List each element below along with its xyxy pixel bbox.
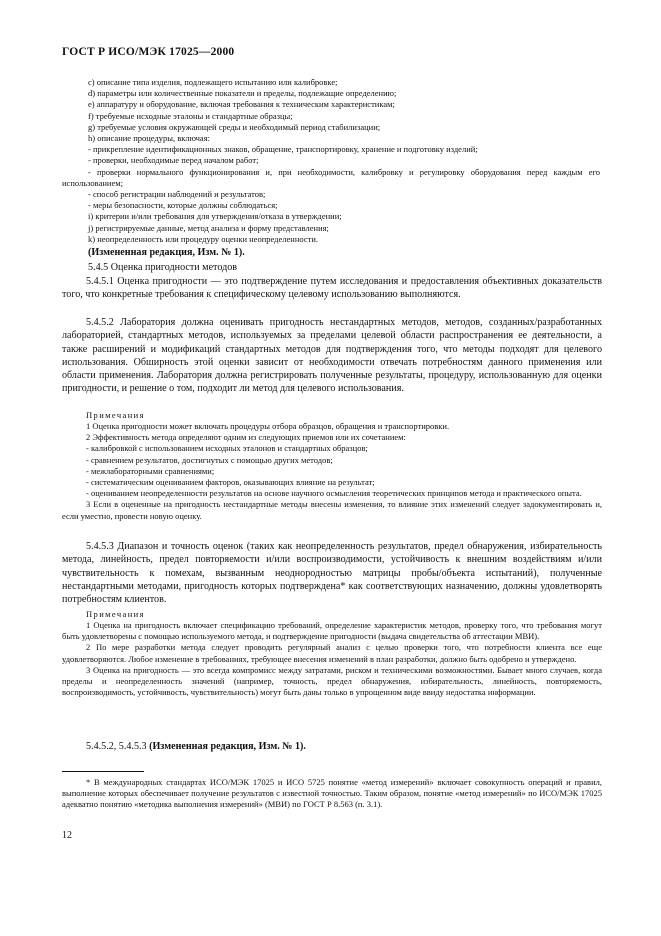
footnote-divider [62,771,144,772]
note-item: 3 Оценка на пригодность — это всегда компромисс между затратами, риском и техническими возможностями. Бывает много случаев, когда пределы и неопределенность значений (например, точность, предел обнаружения, избирательность, линейность, повторяемость, воспроизводимость, устойчивость, чувствительность) могут быть даны только в упрощенном виде ввиду недостатка информации. [62,664,602,698]
list-item: - способ регистрации наблюдений и результатов; [88,189,266,200]
list-item: - меры безопасности, которые должны соблюдаться; [88,200,278,211]
section-heading-5-4-5: 5.4.5 Оценка пригодности методов [88,262,238,273]
notes-block-2 [62,620,602,698]
note-item: - межлабораторными сравнениями; [86,465,215,476]
note-item: - сравнением результатов, достигнутых с помощью других методов; [86,454,333,465]
list-item: e) аппаратуру и оборудование, включая требования к техническим характеристикам; [88,99,395,110]
note-item: 3 Если в оцененные на пригодность нестандартные методы внесены изменения, то влияние этих изменений следует задокументировать и, если уместно, провести новую оценку. [62,499,602,521]
amendment-note: (Измененная редакция, Изм. № 1). [88,247,245,258]
list-item: d) параметры или количественные показатели и пределы, подлежащие определению; [88,88,397,99]
note-item: 2 Эффективность метода определяют одним из следующих приемов или их сочетанием: [86,432,406,443]
list-item: - проверки, необходимые перед началом работ; [88,155,259,166]
note-item: - систематическим оцениванием факторов, оказывающих влияние на результат; [86,477,375,488]
list-item: j) регистрируемые данные, метод анализа и форму представления; [88,222,329,233]
page-header: ГОСТ Р ИСО/МЭК 17025—2000 [62,46,235,58]
page-number: 12 [62,830,72,841]
footnote: * В международных стандартах ИСО/МЭК 17025 и ИСО 5725 понятие «метод измерений» включает совокупность операций и правил, выполнение которых обеспечивает получение результатов с известной точностью. Таким образом, понятие «метод измерений» по ИСО/МЭК 17025 адекватно понятию «методика выполнения измерений» (МВИ) по ГОСТ Р 8.563 (п. 3.1). [62,777,602,810]
list-item: f) требуемые исходные эталоны и стандартные образцы; [88,110,293,121]
amendment-note-2 [62,740,602,753]
paragraph-5-4-5-1: 5.4.5.1 Оценка пригодности — это подтверждение путем исследования и предоставления объективных доказательств того, что конкретные требования к специфическому целевому использованию выполняются. [62,276,602,301]
list-item: k) неопределенность или процедуру оценки неопределенности. [88,233,318,244]
paragraph-5-4-5-2: 5.4.5.2 Лаборатория должна оценивать пригодность нестандартных методов, методов, созданных/разработанных лабораторией, стандартных методов, используемых за пределами целевой области распространения ее деятельности, а также расширений и модификаций стандартных методов для подтверждения того, что методы подходят для целевого использования. Обширность этой оценки зависит от необходимости отвечать потребностям данного применения или области применения. Лаборатория должна регистрировать полученные результаты, процедуру, использованную для оценки пригодности, и решение о том, подходит ли метод для целевого использования. [62,317,602,395]
list-item: - проверки нормального функционирования и, при необходимости, калибровку и регулировку оборудования перед каждым его использованием; [62,166,600,188]
note-item: - калибровкой с использованием исходных эталонов и стандартных образцов; [86,443,368,454]
list-item: i) критерии и/или требования для утверждения/отказа в утверждении; [88,211,342,222]
note-item: 1 Оценка пригодности может включать процедуры отбора образцов, обращения и транспортировки. [86,421,450,431]
notes-block-1 [62,421,602,522]
list-item: c) описание типа изделия, подлежащего испытанию или калибровке; [88,77,338,87]
note-item: 2 По мере разработки метода следует проводить регулярный анализ с целью проверки того, что потребности клиента все еще удовлетворяются. Любое изменение в требованиях, требующее внесения изменений в план разработки, должно быть одобрено и утверждено. [62,642,602,664]
notes-title: Примечания [86,410,145,420]
amendment-label: (Измененная редакция, Изм. № 1). [149,741,306,752]
note-item: 1 Оценка на пригодность включает спецификацию требований, определение характеристик методов, проверку того, что требования могут быть удовлетворены с помощью используемого метода, и подтверждение пригодности (выдача свидетельства об аттестации МВИ). [62,620,602,642]
note-item: - оцениванием неопределенности результатов на основе научного осмысления теоретических принципов метода и практического опыта. [86,488,582,499]
list-item: g) требуемые условия окружающей среды и необходимый период стабилизации; [88,121,381,132]
paragraph-5-4-5-3: 5.4.5.3 Диапазон и точность оценок (таких как неопределенность результатов, предел обнаружения, избирательность метода, линейность, предел повторяемости и/или воспроизводимости, устойчивость к внешним воздействиям и/или чувствительность к помехам, вызванным неоднородностью матрицы пробы/объекта испытаний), полученные нестандартными методами, пригодность которых подтверждена* как соответствующих назначению, должны удовлетворять потребностям клиентов. [62,541,602,606]
amendment-ref: 5.4.5.2, 5.4.5.3 [86,741,150,752]
list-item: - прикрепление идентификационных знаков, обращение, транспортировку, хранение и подготовку изделий; [88,144,478,155]
list-item: h) описание процедуры, включая: [88,133,210,144]
notes-title: Примечания [86,609,145,619]
procedure-list [62,77,600,245]
